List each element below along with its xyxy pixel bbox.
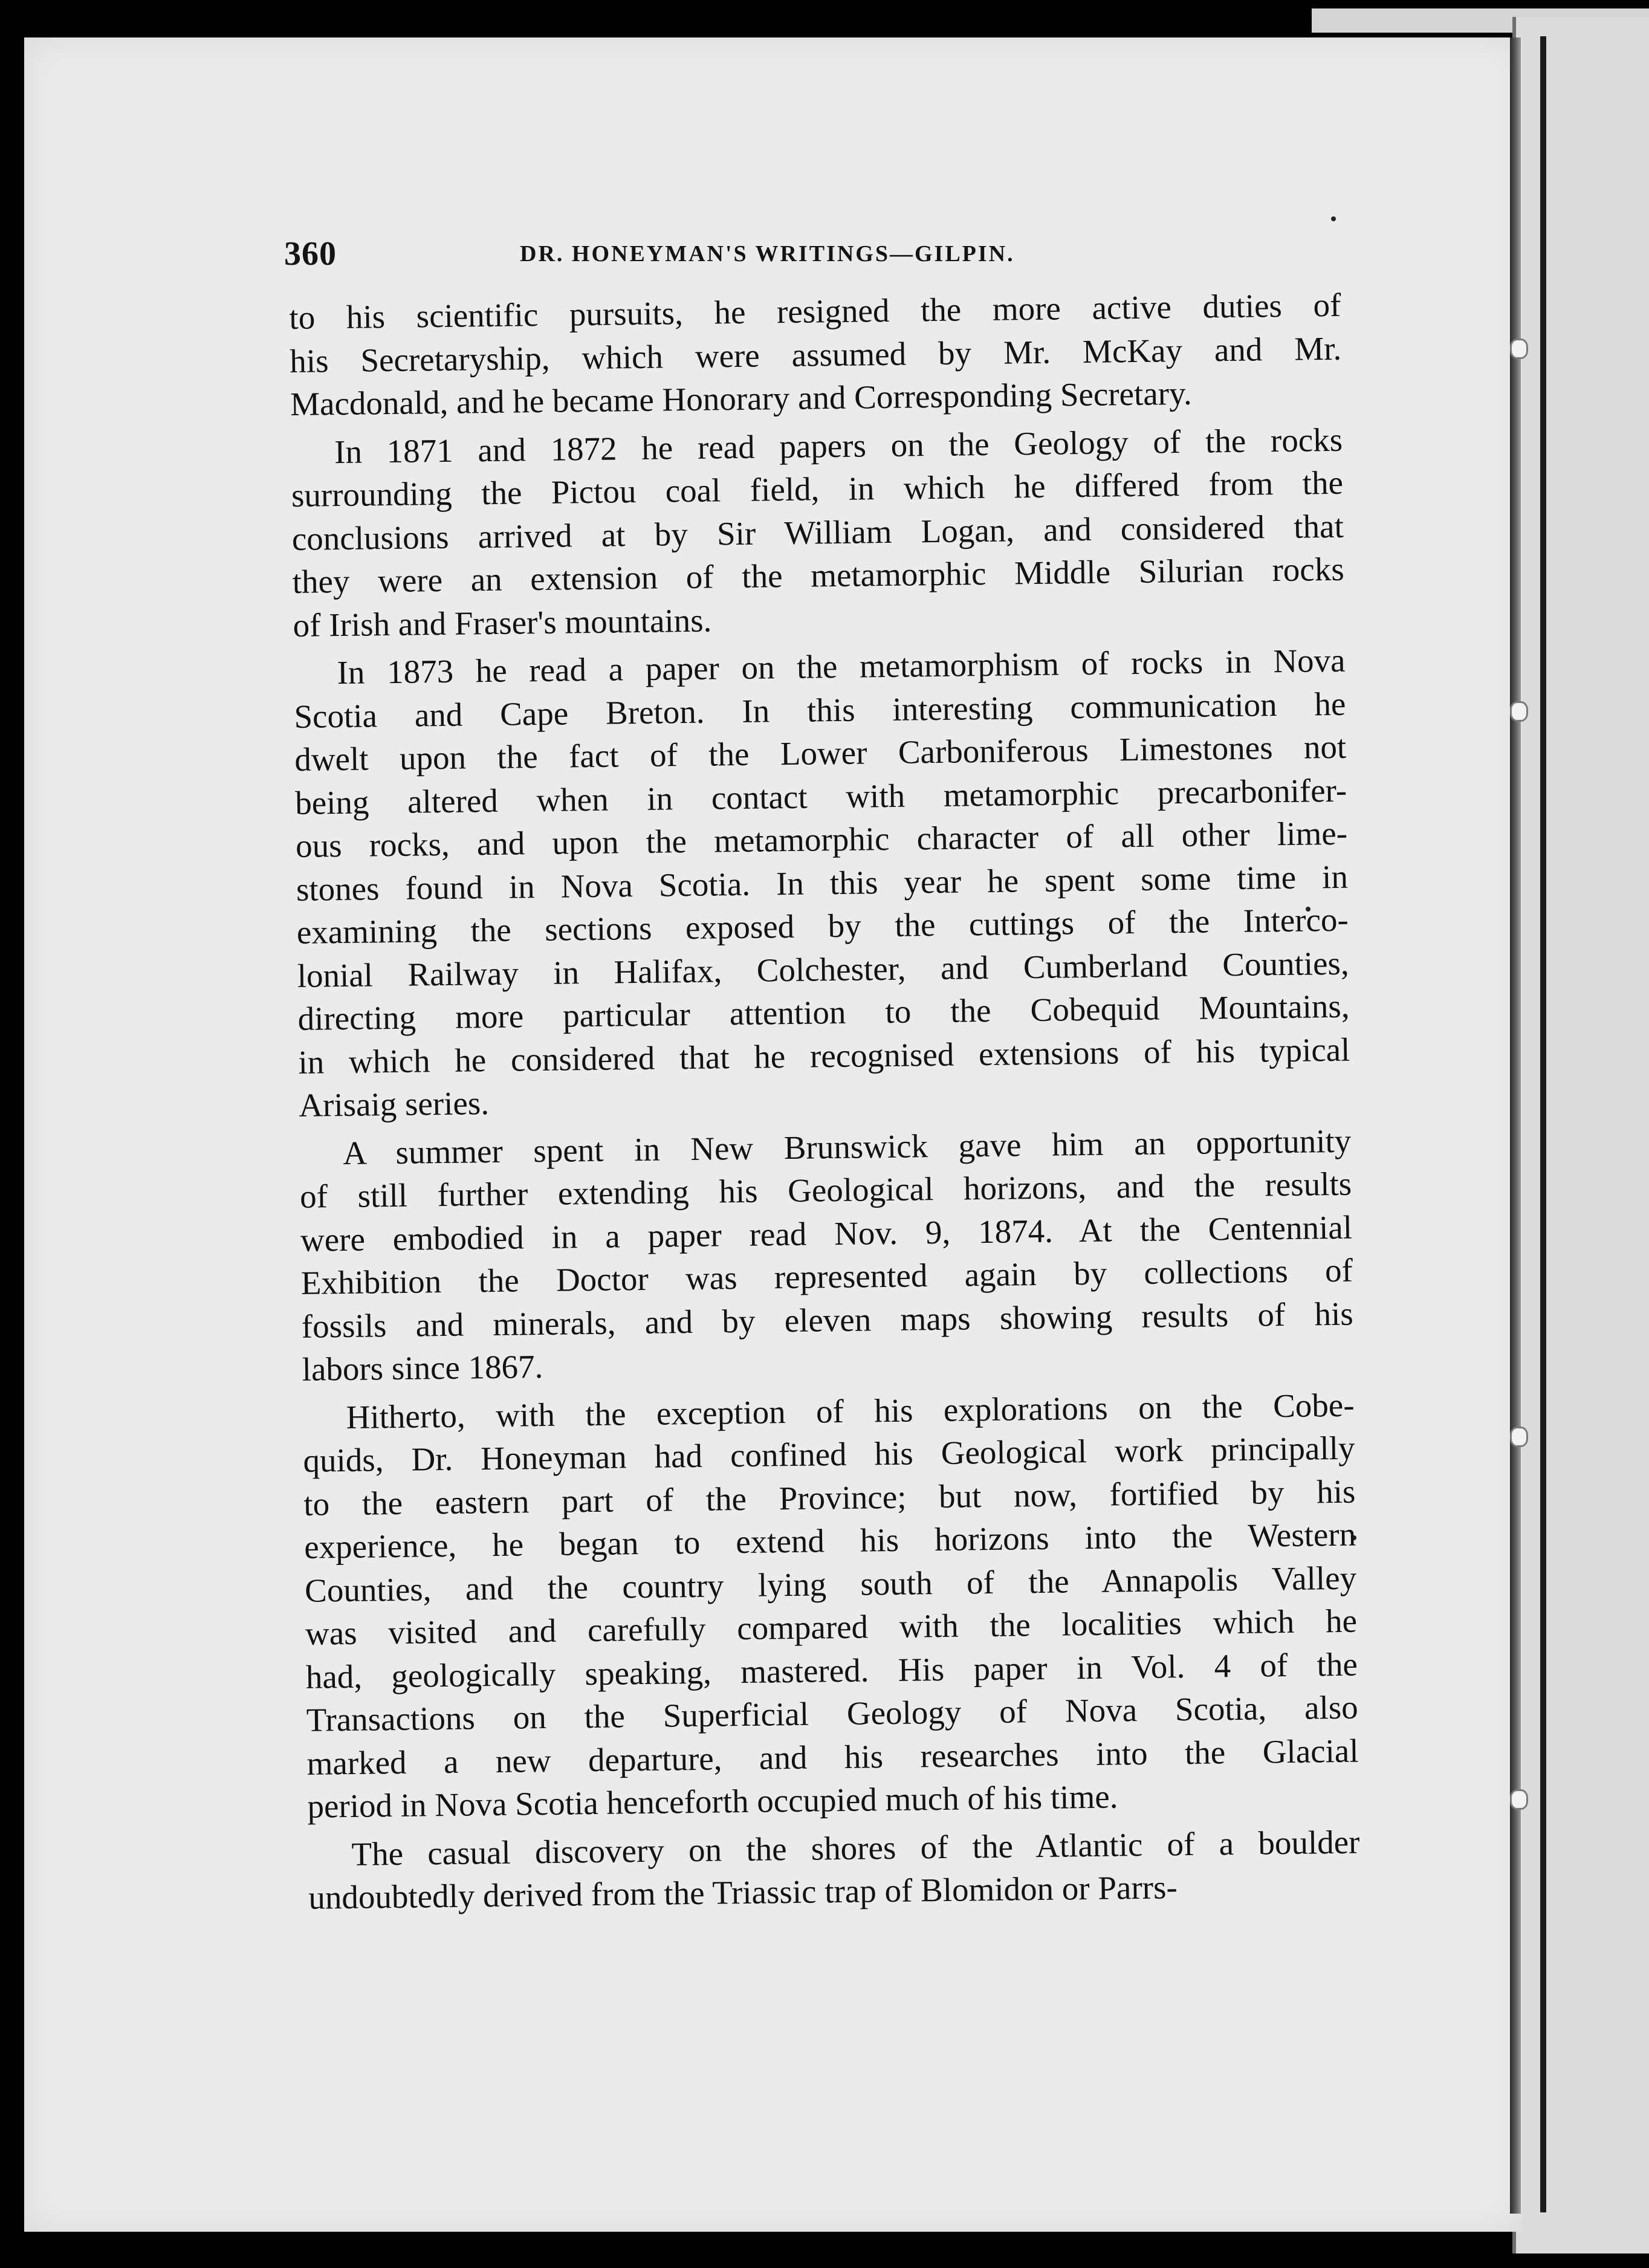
text-line: directing more particular attention to the Cobequid Mountains, (297, 987, 1350, 1037)
page-gutter (1510, 37, 1521, 2214)
binding-stitch (1510, 339, 1528, 359)
text-line: being altered when in contact with metamorphic precarbonifer- (294, 771, 1347, 821)
text-line: quids, Dr. Honeyman had confined his Geological work principally (303, 1429, 1355, 1479)
text-line: to his scientific pursuits, he resigned the more active duties of (289, 286, 1341, 336)
text-line: Hitherto, with the exception of his explorations on the Cobe- (346, 1386, 1355, 1436)
adjacent-page (1512, 17, 1649, 2253)
text-line: experience, he began to extend his horizons into the Western (303, 1515, 1356, 1566)
text-line: surrounding the Pictou coal field, in which he differed from the (291, 464, 1344, 514)
text-line: Exhibition the Doctor was represented again by collections of (300, 1251, 1353, 1301)
text-line: A summer spent in New Brunswick gave him an opportunity (342, 1122, 1352, 1171)
text-line: conclusions arrived at by Sir William Logan, and considered that (291, 507, 1344, 557)
text-line: Arisaig series. (298, 1084, 490, 1124)
text-line: his Secretaryship, which were assumed by Mr. McKay and Mr. (289, 329, 1342, 380)
text-line: In 1873 he read a paper on the metamorphism of rocks in Nova (337, 641, 1346, 692)
text-line: Counties, and the country lying south of the Annapolis Valley (304, 1559, 1357, 1609)
running-title: DR. HONEYMAN'S WRITINGS—GILPIN. (520, 241, 1015, 267)
text-line: was visited and carefully compared with the localities which he (305, 1602, 1358, 1652)
paragraph (291, 418, 1345, 647)
text-line: stones found in Nova Scotia. In this year he spent some time in (296, 858, 1349, 908)
running-head (284, 235, 1167, 283)
paragraph (299, 1119, 1354, 1391)
body-text (289, 284, 1361, 1920)
text-line: period in Nova Scotia henceforth occupied much of his time. (307, 1778, 1118, 1825)
text-line: had, geologically speaking, mastered. His paper in Vol. 4 of the (305, 1645, 1358, 1696)
text-line: of still further extending his Geological horizons, and the results (299, 1165, 1352, 1215)
paragraph (289, 284, 1342, 426)
text-line: were embodied in a paper read Nov. 9, 1874. At the Centennial (300, 1208, 1353, 1259)
text-line: marked a new departure, and his researches into the Glacial (306, 1732, 1359, 1782)
binding-stitch (1510, 1789, 1528, 1810)
text-line: ous rocks, and upon the metamorphic character of all other lime- (295, 814, 1348, 864)
text-line: The casual discovery on the shores of the Atlantic of a boulder (351, 1823, 1360, 1873)
text-line: fossils and minerals, and by eleven maps showing results of his (301, 1295, 1354, 1345)
text-line: dwelt upon the fact of the Lower Carboniferous Limestones not (294, 728, 1347, 778)
text-line: Transactions on the Superficial Geology of Nova Scotia, also (306, 1688, 1359, 1738)
text-line: Scotia and Cape Breton. In this interesting communication he (294, 685, 1346, 735)
text-line: they were an extension of the metamorphic Middle Silurian rocks (292, 550, 1345, 600)
text-line: Macdonald, and he became Honorary and Corresponding Secretary. (290, 374, 1193, 423)
binding-edge (1540, 36, 1546, 2212)
text-line: labors since 1867. (302, 1347, 543, 1388)
text-line: undoubtedly derived from the Triassic trap of Blomidon or Parrs- (308, 1868, 1178, 1916)
paragraph (302, 1383, 1359, 1828)
paragraph (293, 639, 1350, 1127)
text-line: in which he considered that he recognised extensions of his typical (298, 1031, 1350, 1081)
text-line: In 1871 and 1872 he read papers on the Geology of the rocks (334, 421, 1343, 470)
paragraph (308, 1820, 1361, 1919)
text-line: of Irish and Fraser's mountains. (293, 601, 712, 644)
binding-stitch (1510, 701, 1528, 722)
scan-speck (1331, 216, 1336, 221)
text-line: examining the sections exposed by the cuttings of the Interco- (296, 901, 1349, 951)
binding-stitch (1510, 1427, 1528, 1447)
page-number: 360 (284, 235, 337, 273)
text-line: lonial Railway in Halifax, Colchester, and Cumberland Counties, (297, 944, 1349, 994)
text-line: to the eastern part of the Province; but now, fortified by his (303, 1473, 1356, 1523)
